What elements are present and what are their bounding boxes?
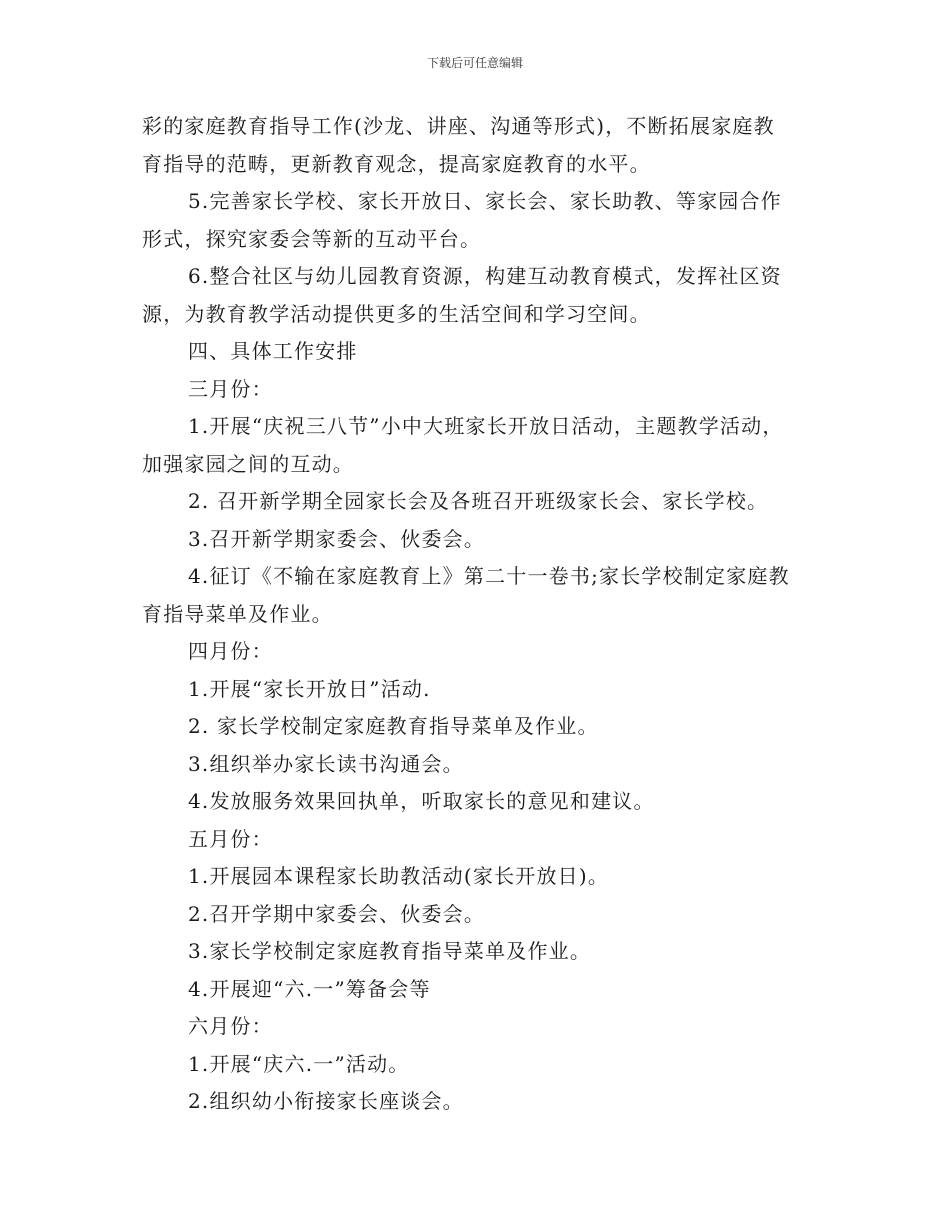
text-line: 加强家园之间的互动。 — [142, 451, 354, 476]
document-body — [142, 108, 812, 1121]
text-line: 3.召开新学期家委会、伙委会。 — [188, 526, 486, 551]
text-line: 育指导菜单及作业。 — [142, 601, 333, 626]
text-line: 源，为教育教学活动提供更多的生活空间和学习空间。 — [142, 301, 651, 326]
text-line: 三月份： — [188, 376, 273, 401]
text-line: 2.召开学期中家委会、伙委会。 — [188, 901, 486, 926]
text-line: 四、具体工作安排 — [188, 339, 358, 363]
text-line: 1.开展“庆六.一”活动。 — [188, 1051, 410, 1076]
text-line: 4.开展迎“六.一”筹备会等 — [188, 976, 431, 1001]
text-line: 6.整合社区与幼儿园教育资源，构建互动教育模式，发挥社区资 — [188, 264, 782, 288]
text-line: 5.完善家长学校、家长开放日、家长会、家长助教、等家园合作 — [188, 189, 782, 213]
text-line: 育指导的范畴，更新教育观念，提高家庭教育的水平。 — [142, 151, 651, 176]
text-line: 四月份： — [188, 639, 273, 663]
text-line: 2. 家长学校制定家庭教育指导菜单及作业。 — [188, 714, 599, 738]
text-line: 3.组织举办家长读书沟通会。 — [188, 751, 464, 776]
text-line: 彩的家庭教育指导工作(沙龙、讲座、沟通等形式)，不断拓展家庭教 — [142, 114, 775, 138]
page-header: 下载后可任意编辑 — [426, 56, 523, 70]
text-line: 2.组织幼小衔接家长座谈会。 — [188, 1089, 464, 1113]
text-line: 4.征订《不输在家庭教育上》第二十一卷书;家长学校制定家庭教 — [188, 564, 790, 588]
text-line: 4.发放服务效果回执单，听取家长的意见和建议。 — [188, 789, 655, 813]
text-line: 形式，探究家委会等新的互动平台。 — [142, 226, 482, 251]
text-line: 1.开展“家长开放日”活动. — [188, 676, 431, 701]
text-line: 六月份： — [188, 1014, 273, 1038]
text-line: 3.家长学校制定家庭教育指导菜单及作业。 — [188, 939, 592, 963]
text-line: 1.开展“庆祝三八节”小中大班家长开放日活动，主题教学活动， — [188, 414, 784, 438]
text-line: 1.开展园本课程家长助教活动(家长开放日)。 — [188, 864, 610, 888]
text-line: 2. 召开新学期全园家长会及各班召开班级家长会、家长学校。 — [188, 489, 769, 513]
text-line: 五月份： — [188, 826, 273, 851]
